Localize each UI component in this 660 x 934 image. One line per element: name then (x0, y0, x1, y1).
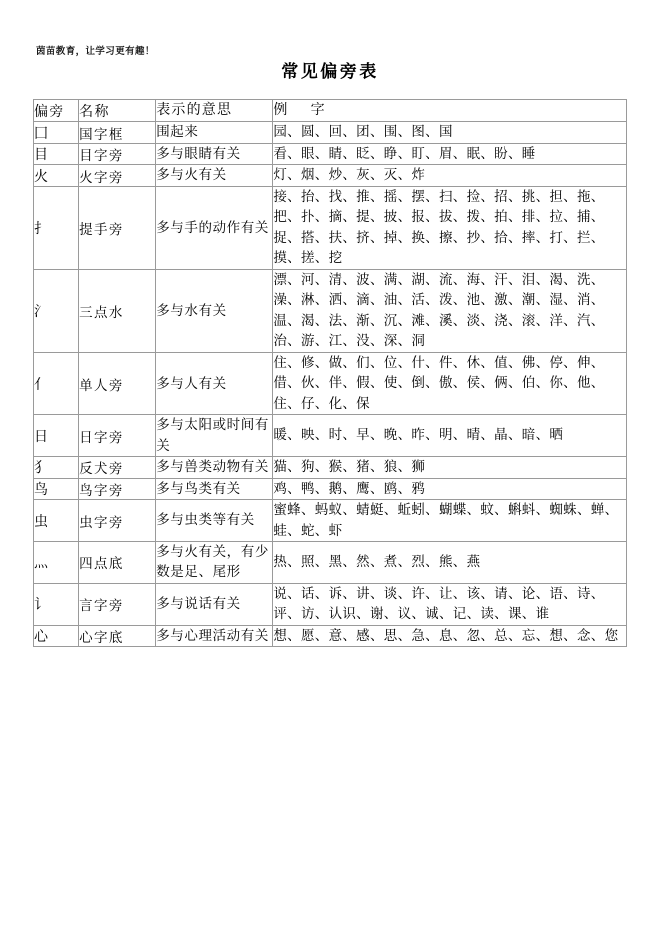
cell-meaning: 多与心理活动有关 (156, 625, 273, 647)
table-header-row (34, 100, 627, 122)
cell-radical: 鸟 (34, 478, 79, 500)
cell-meaning: 多与虫类等有关 (156, 500, 273, 542)
cell-meaning: 多与火有关，有少数是足、尾形 (156, 542, 273, 584)
cell-examples: 灯、烟、炒、灰、灭、炸 (273, 165, 627, 187)
cell-examples: 鸡、鸭、鹅、鹰、鸥、鸦 (273, 478, 627, 500)
table-row (34, 186, 627, 269)
table-row (34, 352, 627, 415)
table-row (34, 625, 627, 647)
table-row (34, 583, 627, 625)
cell-meaning: 多与兽类动物有关 (156, 456, 273, 478)
cell-name: 日字旁 (79, 415, 156, 457)
table-row (34, 456, 627, 478)
cell-radical: 讠 (34, 583, 79, 625)
table-row (34, 478, 627, 500)
cell-examples: 想、愿、意、感、思、急、息、忽、总、忘、想、念、您 (273, 625, 627, 647)
cell-name: 四点底 (79, 542, 156, 584)
column-header-meaning: 表示的意思 (156, 100, 273, 122)
cell-examples: 说、话、诉、讲、谈、许、让、该、请、论、语、诗、评、访、认识、谢、议、诚、记、读、课、谁 (273, 583, 627, 625)
column-header-examples-label1: 例 (273, 102, 289, 118)
cell-examples: 猫、狗、猴、猪、狼、狮 (273, 456, 627, 478)
cell-name: 火字旁 (79, 165, 156, 187)
cell-examples: 园、圆、回、团、围、图、国 (273, 122, 627, 144)
cell-name: 反犬旁 (79, 456, 156, 478)
radicals-table (33, 99, 627, 647)
cell-meaning: 多与太阳或时间有关 (156, 415, 273, 457)
column-header-radical: 偏旁 (34, 100, 79, 122)
table-row (34, 415, 627, 457)
cell-radical: 虫 (34, 500, 79, 542)
cell-meaning: 多与说话有关 (156, 583, 273, 625)
table-row (34, 165, 627, 187)
cell-examples: 暖、映、时、早、晚、昨、明、晴、晶、暗、晒 (273, 415, 627, 457)
cell-examples: 热、照、黑、然、煮、烈、熊、燕 (273, 542, 627, 584)
cell-examples: 看、眼、睛、眨、睁、盯、眉、眠、盼、睡 (273, 143, 627, 165)
table-header (34, 100, 627, 122)
cell-radical: 囗 (34, 122, 79, 144)
cell-name: 心字底 (79, 625, 156, 647)
cell-radical: 目 (34, 143, 79, 165)
cell-name: 三点水 (79, 269, 156, 352)
table-row (34, 143, 627, 165)
cell-name: 国字框 (79, 122, 156, 144)
table-body (34, 122, 627, 647)
cell-name: 单人旁 (79, 352, 156, 415)
cell-radical: 亻 (34, 352, 79, 415)
cell-radical: 扌 (34, 186, 79, 269)
page-title: 常见偏旁表 (281, 62, 379, 82)
table-row (34, 500, 627, 542)
cell-examples: 接、抬、找、推、摇、摆、扫、捡、招、挑、担、拖、把、扑、摘、提、披、报、拔、拨、拍、排、拉、捕、捉、搭、扶、挤、掉、换、擦、抄、拾、摔、打、拦、摸、搓、挖 (273, 186, 627, 269)
cell-radical: 日 (34, 415, 79, 457)
table-row (34, 122, 627, 144)
cell-radical: 心 (34, 625, 79, 647)
cell-name: 虫字旁 (79, 500, 156, 542)
radicals-table-wrapper (33, 99, 627, 647)
cell-meaning: 多与手的动作有关 (156, 186, 273, 269)
brand-header: 茵苗教育，让学习更有趣！ (36, 46, 155, 57)
column-header-examples-label2: 字 (310, 102, 326, 118)
table-row (34, 269, 627, 352)
table-row (34, 542, 627, 584)
cell-name: 鸟字旁 (79, 478, 156, 500)
cell-name: 目字旁 (79, 143, 156, 165)
cell-radical: 火 (34, 165, 79, 187)
cell-examples: 住、修、做、们、位、什、件、休、值、佛、停、伸、借、伙、伴、假、使、倒、傲、侯、俩、伯、你、他、住、仔、化、保 (273, 352, 627, 415)
cell-radical: 氵 (34, 269, 79, 352)
cell-meaning: 多与眼睛有关 (156, 143, 273, 165)
cell-meaning: 多与鸟类有关 (156, 478, 273, 500)
cell-radical: 灬 (34, 542, 79, 584)
cell-radical: 犭 (34, 456, 79, 478)
cell-meaning: 多与人有关 (156, 352, 273, 415)
cell-name: 言字旁 (79, 583, 156, 625)
column-header-examples (273, 100, 627, 122)
cell-meaning: 围起来 (156, 122, 273, 144)
cell-examples: 蜜蜂、蚂蚁、蜻蜓、蚯蚓、蝴蝶、蚊、蝌蚪、蜘蛛、蝉、蛙、蛇、虾 (273, 500, 627, 542)
cell-examples: 漂、河、清、波、满、湖、流、海、汗、泪、渴、洗、澡、淋、洒、滴、油、活、泼、池、激、潮、湿、消、温、渴、法、渐、沉、滩、溪、淡、浇、滚、洋、汽、治、游、江、没、深、洞 (273, 269, 627, 352)
column-header-name: 名称 (79, 100, 156, 122)
cell-meaning: 多与火有关 (156, 165, 273, 187)
cell-name: 提手旁 (79, 186, 156, 269)
cell-meaning: 多与水有关 (156, 269, 273, 352)
